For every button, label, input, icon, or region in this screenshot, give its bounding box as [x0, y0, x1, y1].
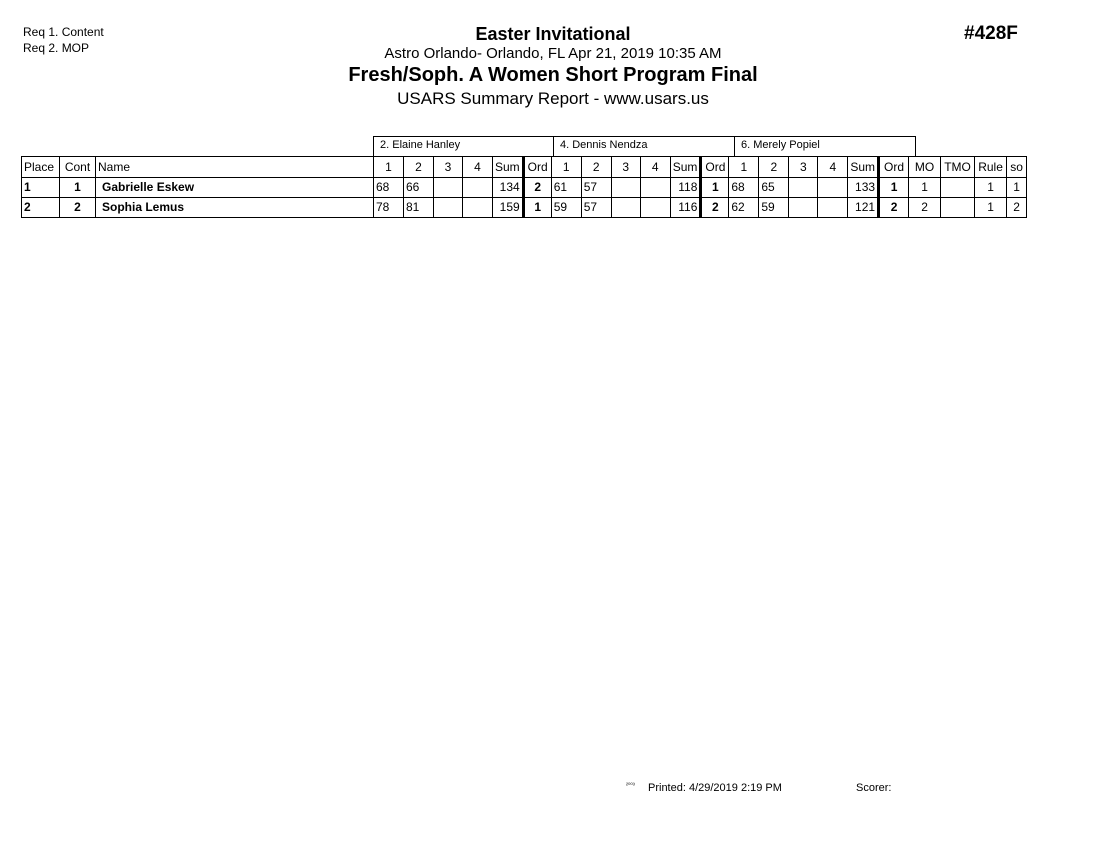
col-j1-1: 1	[374, 157, 404, 178]
ordinal-cell: 1	[879, 178, 909, 198]
place-cell: 1	[22, 178, 60, 198]
col-j3-3: 3	[789, 157, 818, 178]
program-title: Fresh/Soph. A Women Short Program Final	[348, 64, 758, 86]
ordinal-cell: 1	[523, 198, 551, 218]
score-cell	[434, 178, 463, 198]
ordinal-cell: 2	[523, 178, 551, 198]
judge-header-3: 6. Merely Popiel	[734, 136, 916, 157]
table-row	[22, 178, 1027, 198]
score-cell	[818, 178, 848, 198]
results-table	[21, 156, 1027, 218]
score-cell	[434, 198, 463, 218]
col-rule: Rule	[975, 157, 1007, 178]
col-j2-sum: Sum	[670, 157, 701, 178]
col-place: Place	[22, 157, 60, 178]
col-name: Name	[96, 157, 374, 178]
score-cell	[789, 198, 818, 218]
rule-cell: 1	[975, 178, 1007, 198]
event-title: Easter Invitational	[475, 24, 631, 44]
skater-name: Gabrielle Eskew	[96, 178, 374, 198]
sum-cell: 133	[848, 178, 879, 198]
col-j2-4: 4	[640, 157, 670, 178]
score-cell	[611, 178, 640, 198]
col-j2-2: 2	[581, 157, 611, 178]
col-j2-ord: Ord	[701, 157, 729, 178]
tmo-cell	[941, 198, 975, 218]
mo-cell: 1	[909, 178, 941, 198]
score-cell	[611, 198, 640, 218]
tmo-cell	[941, 178, 975, 198]
ordinal-cell: 1	[701, 178, 729, 198]
score-cell	[640, 178, 670, 198]
cont-cell: 2	[60, 198, 96, 218]
col-j1-2: 2	[404, 157, 434, 178]
score-cell: 57	[581, 178, 611, 198]
ordinal-cell: 2	[879, 198, 909, 218]
col-j2-3: 3	[611, 157, 640, 178]
col-cont: Cont	[60, 157, 96, 178]
judge-header-1: 2. Elaine Hanley	[373, 136, 554, 157]
score-cell	[463, 198, 493, 218]
col-j1-4: 4	[463, 157, 493, 178]
report-title: USARS Summary Report - www.usars.us	[397, 89, 709, 108]
requirement-2: Req 2. MOP	[23, 41, 90, 55]
sum-cell: 118	[670, 178, 701, 198]
venue-line: Astro Orlando- Orlando, FL Apr 21, 2019 10:35 AM	[384, 45, 722, 62]
sum-cell: 159	[493, 198, 524, 218]
mo-cell: 2	[909, 198, 941, 218]
col-mo: MO	[909, 157, 941, 178]
table-header-row	[22, 157, 1027, 178]
col-so: so	[1007, 157, 1027, 178]
sum-cell: 134	[493, 178, 524, 198]
sum-cell: 116	[670, 198, 701, 218]
so-cell: 1	[1007, 178, 1027, 198]
score-cell: 61	[551, 178, 581, 198]
score-cell: 62	[729, 198, 759, 218]
ordinal-cell: 2	[701, 198, 729, 218]
col-j3-2: 2	[759, 157, 789, 178]
col-j3-4: 4	[818, 157, 848, 178]
scorer-label: Scorer:	[856, 782, 892, 794]
event-number: #428F	[964, 23, 1018, 44]
cont-cell: 1	[60, 178, 96, 198]
score-cell	[640, 198, 670, 218]
printed-timestamp: Printed: 4/29/2019 2:19 PM	[648, 782, 782, 794]
col-j3-1: 1	[729, 157, 759, 178]
score-cell: 57	[581, 198, 611, 218]
place-cell: 2	[22, 198, 60, 218]
table-row	[22, 198, 1027, 218]
requirement-1: Req 1. Content	[23, 25, 104, 39]
score-cell: 66	[404, 178, 434, 198]
score-cell: 68	[374, 178, 404, 198]
score-cell	[463, 178, 493, 198]
col-tmo: TMO	[941, 157, 975, 178]
judge-header-2: 4. Dennis Nendza	[553, 136, 735, 157]
score-cell: 81	[404, 198, 434, 218]
so-cell: 2	[1007, 198, 1027, 218]
score-cell	[818, 198, 848, 218]
col-j2-1: 1	[551, 157, 581, 178]
sum-cell: 121	[848, 198, 879, 218]
skater-name: Sophia Lemus	[96, 198, 374, 218]
version-stamp: ²⁰⁰³	[626, 783, 635, 789]
score-cell: 65	[759, 178, 789, 198]
col-j3-sum: Sum	[848, 157, 879, 178]
col-j1-sum: Sum	[493, 157, 524, 178]
rule-cell: 1	[975, 198, 1007, 218]
col-j1-3: 3	[434, 157, 463, 178]
score-cell: 78	[374, 198, 404, 218]
col-j1-ord: Ord	[523, 157, 551, 178]
score-cell	[789, 178, 818, 198]
col-j3-ord: Ord	[879, 157, 909, 178]
score-cell: 59	[551, 198, 581, 218]
score-cell: 59	[759, 198, 789, 218]
score-cell: 68	[729, 178, 759, 198]
